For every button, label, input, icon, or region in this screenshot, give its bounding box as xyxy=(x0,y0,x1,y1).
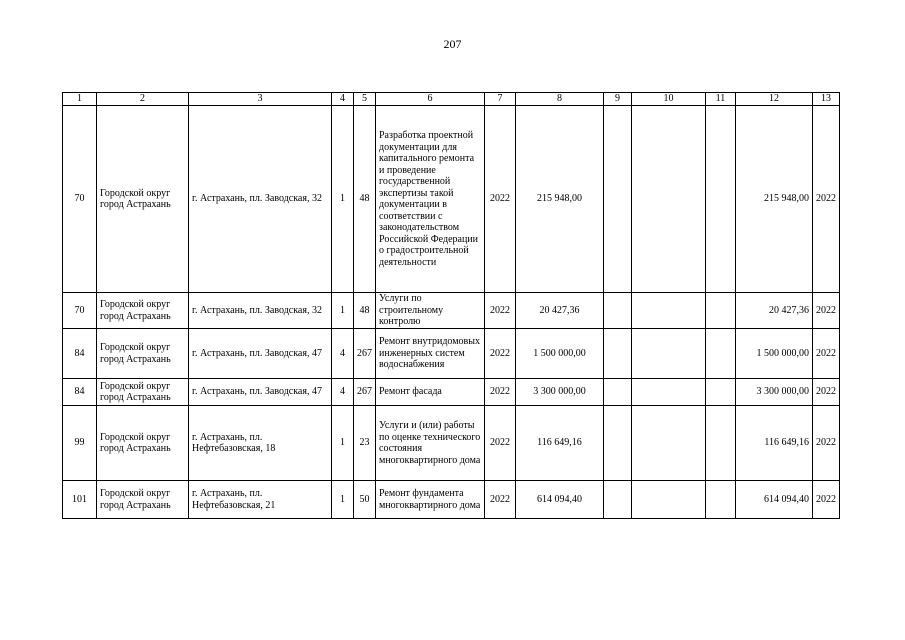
table-row xyxy=(63,481,840,519)
work-type: Услуги и (или) работы по оценке технического состояния многоквартирного дома xyxy=(376,406,485,481)
col-10-value xyxy=(632,106,706,293)
col-5-value: 23 xyxy=(354,406,376,481)
row-number: 70 xyxy=(63,106,97,293)
work-type: Ремонт внутридомовых инженерных систем водоснабжения xyxy=(376,329,485,379)
municipality: Городской округ город Астрахань xyxy=(97,329,189,379)
header-cell: 6 xyxy=(376,93,485,106)
col-11-value xyxy=(706,293,736,329)
work-type: Разработка проектной документации для капитального ремонта и проведение государственной экспертизы такой документации в соответствии с законодательством Российской Федерации о градостроительной деятельности xyxy=(376,106,485,293)
municipality: Городской округ город Астрахань xyxy=(97,293,189,329)
completion-year: 2022 xyxy=(813,329,840,379)
col-4-value: 1 xyxy=(332,293,354,329)
header-cell: 1 xyxy=(63,93,97,106)
row-number: 84 xyxy=(63,329,97,379)
completion-year: 2022 xyxy=(813,481,840,519)
header-cell: 3 xyxy=(189,93,332,106)
table-row xyxy=(63,406,840,481)
col-5-value: 267 xyxy=(354,379,376,406)
col-9-value xyxy=(604,293,632,329)
col-10-value xyxy=(632,379,706,406)
table-row xyxy=(63,293,840,329)
work-type: Услуги по строительному контролю xyxy=(376,293,485,329)
completion-year: 2022 xyxy=(813,406,840,481)
row-number: 101 xyxy=(63,481,97,519)
header-cell: 8 xyxy=(516,93,604,106)
col-11-value xyxy=(706,329,736,379)
col-10-value xyxy=(632,329,706,379)
header-cell: 12 xyxy=(736,93,813,106)
row-number: 84 xyxy=(63,379,97,406)
col-5-value: 50 xyxy=(354,481,376,519)
col-4-value: 1 xyxy=(332,481,354,519)
header-cell: 2 xyxy=(97,93,189,106)
completion-year: 2022 xyxy=(813,293,840,329)
year: 2022 xyxy=(485,293,516,329)
header-cell: 5 xyxy=(354,93,376,106)
col-5-value: 48 xyxy=(354,293,376,329)
total-cost: 20 427,36 xyxy=(516,293,604,329)
address: г. Астрахань, пл. Заводская, 32 xyxy=(189,293,332,329)
col-9-value xyxy=(604,329,632,379)
header-cell: 10 xyxy=(632,93,706,106)
fund-cost: 1 500 000,00 xyxy=(736,329,813,379)
col-9-value xyxy=(604,481,632,519)
fund-cost: 116 649,16 xyxy=(736,406,813,481)
total-cost: 1 500 000,00 xyxy=(516,329,604,379)
fund-cost: 215 948,00 xyxy=(736,106,813,293)
header-cell: 9 xyxy=(604,93,632,106)
header-cell: 7 xyxy=(485,93,516,106)
col-11-value xyxy=(706,406,736,481)
fund-cost: 614 094,40 xyxy=(736,481,813,519)
year: 2022 xyxy=(485,481,516,519)
col-11-value xyxy=(706,481,736,519)
completion-year: 2022 xyxy=(813,379,840,406)
header-row xyxy=(63,93,840,106)
total-cost: 3 300 000,00 xyxy=(516,379,604,406)
address: г. Астрахань, пл. Нефтебазовская, 21 xyxy=(189,481,332,519)
address: г. Астрахань, пл. Заводская, 32 xyxy=(189,106,332,293)
municipality: Городской округ город Астрахань xyxy=(97,106,189,293)
municipality: Городской округ город Астрахань xyxy=(97,481,189,519)
year: 2022 xyxy=(485,379,516,406)
col-5-value: 48 xyxy=(354,106,376,293)
row-number: 99 xyxy=(63,406,97,481)
address: г. Астрахань, пл. Заводская, 47 xyxy=(189,379,332,406)
works-table xyxy=(62,92,840,519)
table-row xyxy=(63,329,840,379)
work-type: Ремонт фасада xyxy=(376,379,485,406)
row-number: 70 xyxy=(63,293,97,329)
col-11-value xyxy=(706,379,736,406)
header-cell: 13 xyxy=(813,93,840,106)
year: 2022 xyxy=(485,106,516,293)
total-cost: 116 649,16 xyxy=(516,406,604,481)
col-10-value xyxy=(632,406,706,481)
address: г. Астрахань, пл. Заводская, 47 xyxy=(189,329,332,379)
table-row xyxy=(63,106,840,293)
col-11-value xyxy=(706,106,736,293)
fund-cost: 20 427,36 xyxy=(736,293,813,329)
address: г. Астрахань, пл. Нефтебазовская, 18 xyxy=(189,406,332,481)
year: 2022 xyxy=(485,406,516,481)
fund-cost: 3 300 000,00 xyxy=(736,379,813,406)
col-4-value: 4 xyxy=(332,379,354,406)
col-4-value: 1 xyxy=(332,106,354,293)
col-10-value xyxy=(632,481,706,519)
col-4-value: 4 xyxy=(332,329,354,379)
header-cell: 4 xyxy=(332,93,354,106)
col-9-value xyxy=(604,406,632,481)
header-cell: 11 xyxy=(706,93,736,106)
total-cost: 614 094,40 xyxy=(516,481,604,519)
work-type: Ремонт фундамента многоквартирного дома xyxy=(376,481,485,519)
total-cost: 215 948,00 xyxy=(516,106,604,293)
page-number: 207 xyxy=(443,37,462,51)
completion-year: 2022 xyxy=(813,106,840,293)
col-4-value: 1 xyxy=(332,406,354,481)
col-9-value xyxy=(604,106,632,293)
municipality: Городской округ город Астрахань xyxy=(97,406,189,481)
table-row xyxy=(63,379,840,406)
municipality: Городской округ город Астрахань xyxy=(97,379,189,406)
col-5-value: 267 xyxy=(354,329,376,379)
col-10-value xyxy=(632,293,706,329)
col-9-value xyxy=(604,379,632,406)
year: 2022 xyxy=(485,329,516,379)
